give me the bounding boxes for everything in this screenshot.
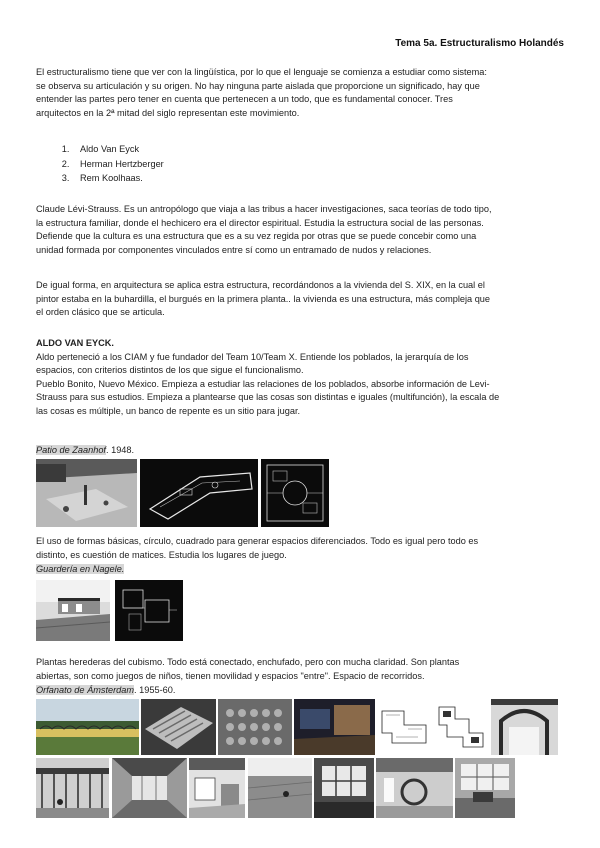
orfanato-year: . 1955-60.: [134, 685, 176, 695]
architects-list: [36, 142, 164, 186]
intro-line: arquitectos en la 2ª mitad del siglo representan este movimiento.: [36, 107, 300, 118]
orfanato-caption: [36, 684, 175, 697]
zaanhof-year: . 1948.: [105, 445, 135, 455]
nagele-plan: [115, 580, 183, 641]
levi-line: la estructura familiar, donde el hechicero era el director espiritual. Estudia la estructura social de las personas.: [36, 217, 484, 228]
nagele-title: Guardería en Nagele.: [36, 564, 125, 574]
plantas-paragraph: [36, 656, 566, 683]
list-item: 1. Aldo Van Eyck: [72, 142, 164, 157]
aldo-line: Strauss para sus estudios. Empieza a plantearse que las cosas son distintas e iguales (multifunción), la escala de: [36, 392, 500, 402]
orfanato-playroom-photo: [189, 758, 245, 818]
plantas-line: abiertas, son como juegos de niños, tienen movilidad y espacios "entre". Espacio de recorridos.: [36, 670, 425, 681]
aldo-line: Pueblo Bonito, Nuevo México. Empieza a estudiar las relaciones de los poblados, absorbe información de Levi-: [36, 378, 490, 389]
orfanato-aerial-photo: [218, 699, 292, 755]
intro-line: El estructuralismo tiene que ver con la lingüística, por lo que el lenguaje se comienza a estudiar como sistema:: [36, 67, 487, 77]
zaanhof-title: Patio de Zaanhof: [36, 445, 106, 455]
architecture-line: pintor estaba en la buhardilla, el burgués en la primera planta.. la vivienda es una estructura, más compleja que: [36, 293, 491, 304]
orfanato-arch-photo: [491, 699, 558, 755]
orfanato-courtyard-photo: [248, 758, 312, 818]
list-item: 3. Rem Koolhaas.: [72, 171, 164, 186]
architecture-line: el orden clásico que se articula.: [36, 307, 165, 317]
nagele-caption: [36, 563, 124, 576]
orfanato-hall-photo: [376, 758, 453, 818]
architecture-line: De igual forma, en arquitectura se aplica estra estructura, recordándonos a la vivienda del S. XIX, en la cual el: [36, 280, 485, 290]
orfanato-exterior-photo: [36, 699, 139, 755]
aldo-line: Aldo perteneció a los CIAM y fue fundador del Team 10/Team X. Entiende los poblados, la jerarquía de los: [36, 351, 469, 362]
levi-line: unidad formada por componentes vinculados entre sí como un entramado de nudos y relaciones.: [36, 244, 432, 255]
page-title: Tema 5a. Estructuralismo Holandés: [395, 38, 564, 49]
intro-paragraph: [36, 66, 566, 120]
aldo-line: espacios, con criterios distintos de los que sigue el funcionalismo.: [36, 365, 304, 375]
zaanhof-photo: [36, 459, 137, 527]
aldo-line: las cosas es múltiple, un banco de repente es un sitio para jugar.: [36, 405, 301, 416]
plantas-line: Plantas herederas del cubismo. Todo está conectado, enchufado, pero con mucha claridad. Son plantas: [36, 657, 460, 667]
zaanhof-plan: [140, 459, 258, 527]
intro-line: se observa su articulación y su origen. No hay ninguna parte aislada que proporcione un significado, hay que: [36, 80, 480, 91]
orfanato-corridor-photo: [112, 758, 187, 818]
orfanato-interior-photo: [294, 699, 375, 755]
nagele-photo: [36, 580, 110, 641]
orfanato-plan-drawing: [433, 699, 489, 755]
orfanato-model-photo: [141, 699, 216, 755]
levi-line: Defiende que la cultura es una estructura que es a su vez regida por otras que se puede concebir como una: [36, 231, 477, 241]
zaanhof-detail-plan: [261, 459, 329, 527]
zaanhof-caption: [36, 444, 134, 457]
forms-paragraph: [36, 535, 566, 562]
list-item: 2. Herman Hertzberger: [72, 157, 164, 172]
levi-strauss-paragraph: [36, 203, 566, 257]
intro-line: entender las partes pero tener en cuenta que pertenecen a un todo, que es fundamental conocer. Tres: [36, 94, 453, 104]
architecture-paragraph: [36, 279, 566, 320]
levi-line: Claude Lévi-Strauss. Es un antropólogo que viaja a las tribus a hacer investigaciones, saca teorías de todo tipo,: [36, 204, 492, 214]
orfanato-section-drawing: [378, 699, 430, 755]
orfanato-room-photo: [455, 758, 515, 818]
orfanato-window-photo: [314, 758, 374, 818]
orfanato-facade-photo: [36, 758, 109, 818]
forms-line: El uso de formas básicas, círculo, cuadrado para generar espacios diferenciados. Todo es igual pero todo es: [36, 536, 479, 546]
forms-line: distinto, es cuestión de matices. Estudia los lugares de juego.: [36, 549, 287, 560]
orfanato-title: Orfanato de Ámsterdam: [36, 685, 135, 695]
aldo-section: [36, 337, 566, 418]
section-heading: ALDO VAN EYCK.: [36, 338, 114, 348]
